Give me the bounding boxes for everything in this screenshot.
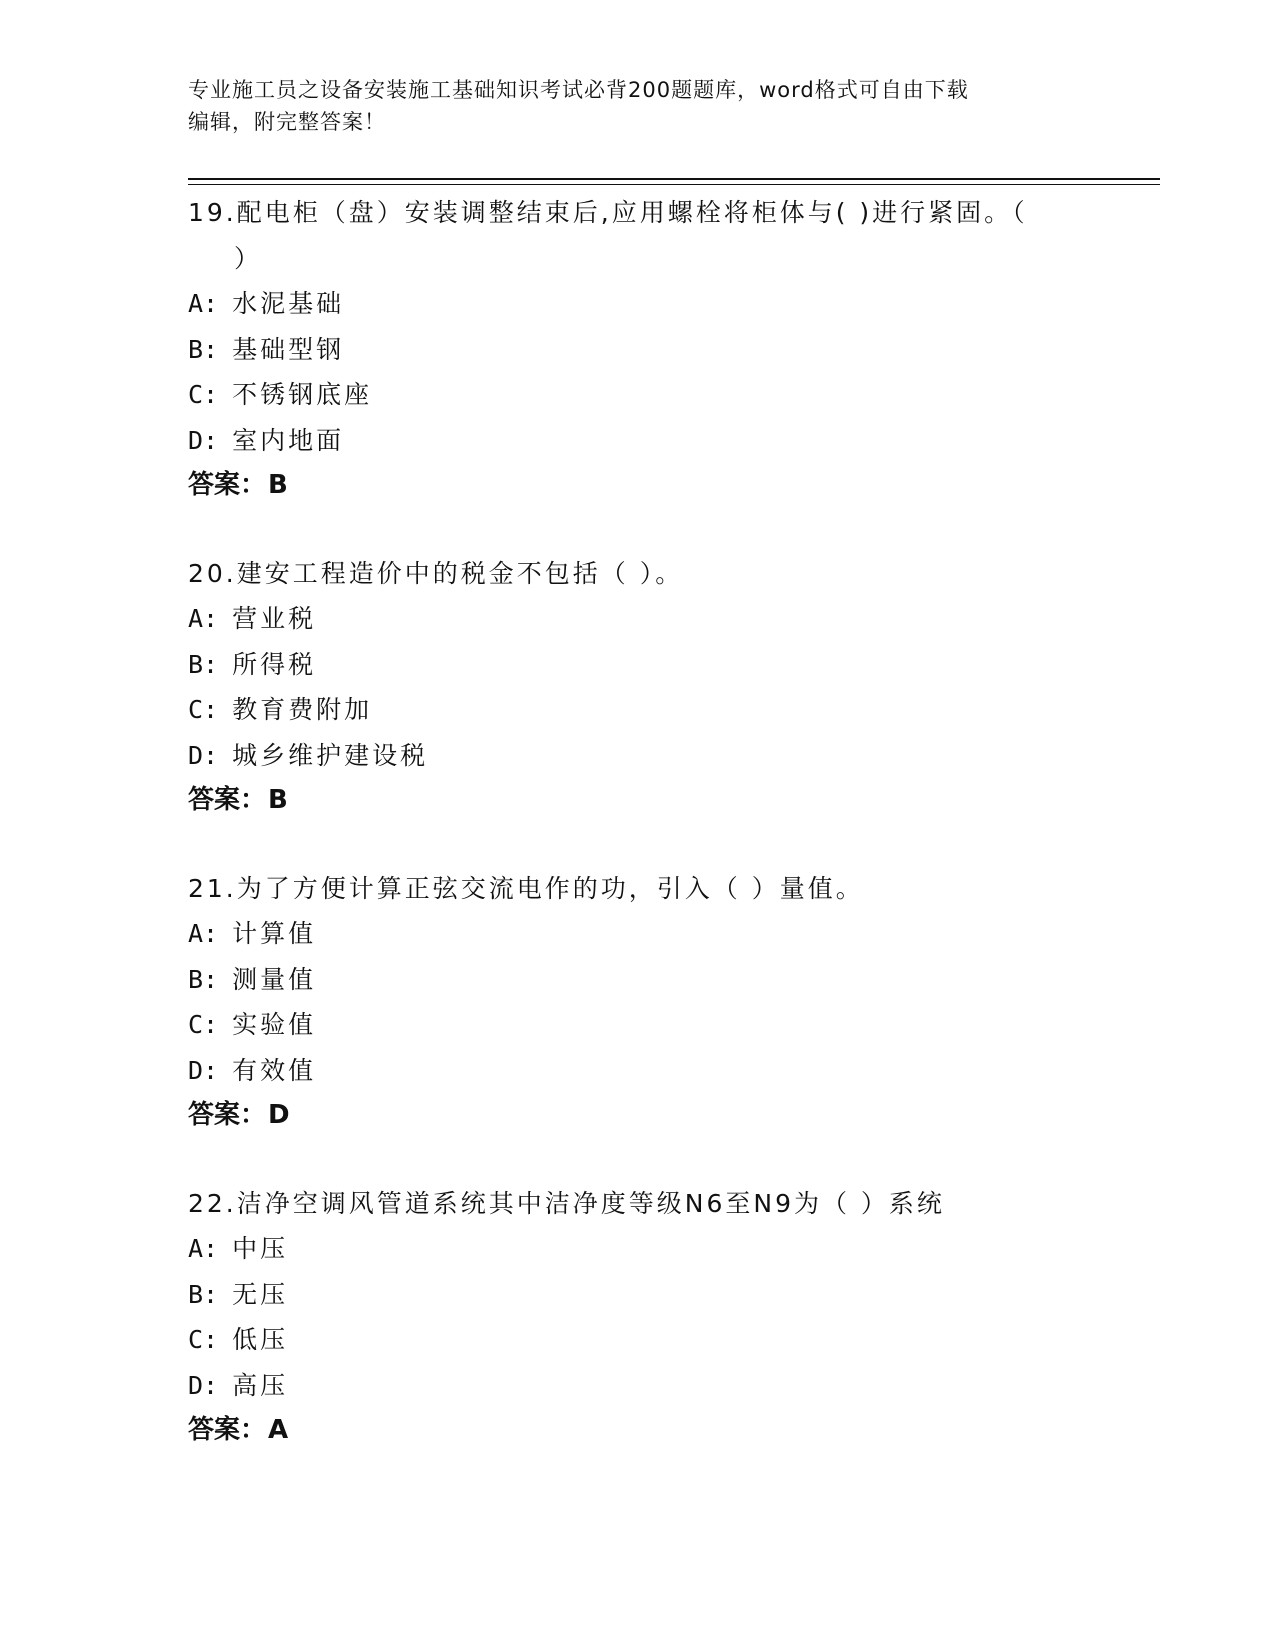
question-list bbox=[188, 190, 1138, 1496]
question-stem bbox=[188, 866, 1138, 912]
option-c bbox=[188, 1002, 1138, 1048]
question-22 bbox=[188, 1181, 1138, 1454]
option-b bbox=[188, 1272, 1138, 1318]
option-text: 计算值 bbox=[232, 919, 317, 948]
question-text: 配电柜（盘）安装调整结束后,应用螺栓将柜体与( )进行紧固。（ bbox=[236, 198, 1028, 227]
option-key: C: bbox=[188, 1010, 219, 1039]
document-header bbox=[188, 74, 1088, 138]
header-line-1: 专业施工员之设备安装施工基础知识考试必背200题题库，word格式可自由下载 bbox=[188, 78, 969, 102]
option-text: 城乡维护建设税 bbox=[232, 740, 429, 770]
option-key: B: bbox=[188, 649, 219, 679]
option-key: C: bbox=[188, 380, 219, 409]
option-d bbox=[188, 1363, 1138, 1409]
option-key: B: bbox=[188, 1279, 219, 1309]
option-text: 实验值 bbox=[232, 1010, 317, 1039]
answer-value: B bbox=[268, 785, 288, 815]
option-text: 室内地面 bbox=[232, 425, 345, 455]
option-text: 所得税 bbox=[232, 649, 317, 679]
answer-line bbox=[188, 778, 1138, 824]
question-19 bbox=[188, 190, 1138, 509]
option-key: B: bbox=[188, 334, 219, 364]
option-text: 营业税 bbox=[232, 604, 317, 633]
question-stem bbox=[188, 551, 1138, 597]
option-key: C: bbox=[188, 695, 219, 724]
question-number: 22. bbox=[188, 1188, 237, 1218]
option-b bbox=[188, 957, 1138, 1003]
question-number: 21. bbox=[188, 873, 237, 903]
option-text: 有效值 bbox=[232, 1055, 317, 1085]
option-key: A: bbox=[188, 289, 219, 318]
option-key: D: bbox=[188, 425, 219, 455]
header-divider-thin bbox=[188, 184, 1160, 185]
header-divider-thick bbox=[188, 178, 1160, 180]
question-21 bbox=[188, 866, 1138, 1139]
question-stem bbox=[188, 190, 1138, 236]
option-a bbox=[188, 281, 1138, 327]
answer-label: 答案： bbox=[188, 785, 267, 815]
answer-value: A bbox=[268, 1415, 289, 1445]
option-text: 低压 bbox=[232, 1325, 289, 1354]
option-c bbox=[188, 687, 1138, 733]
answer-label: 答案： bbox=[188, 1415, 267, 1445]
option-text: 基础型钢 bbox=[232, 334, 345, 364]
option-key: A: bbox=[188, 919, 219, 948]
option-key: A: bbox=[188, 1234, 219, 1263]
question-text: 为了方便计算正弦交流电作的功，引入（ ）量值。 bbox=[236, 873, 864, 903]
question-text: 洁净空调风管道系统其中洁净度等级N6至N9为（ ）系统 bbox=[236, 1188, 945, 1218]
question-text: 建安工程造价中的税金不包括（ ）。 bbox=[236, 558, 684, 588]
option-text: 中压 bbox=[232, 1234, 289, 1263]
question-20 bbox=[188, 551, 1138, 824]
option-key: A: bbox=[188, 604, 219, 633]
question-number: 20. bbox=[188, 558, 237, 588]
question-stem-continued: ） bbox=[234, 243, 263, 273]
option-a bbox=[188, 1226, 1138, 1272]
option-key: C: bbox=[188, 1325, 219, 1354]
option-c bbox=[188, 372, 1138, 418]
option-text: 高压 bbox=[232, 1370, 289, 1400]
option-d bbox=[188, 733, 1138, 779]
option-b bbox=[188, 642, 1138, 688]
answer-value: B bbox=[268, 470, 288, 500]
option-key: D: bbox=[188, 740, 219, 770]
answer-label: 答案： bbox=[188, 470, 267, 500]
option-text: 无压 bbox=[232, 1279, 289, 1309]
option-text: 测量值 bbox=[232, 964, 317, 994]
answer-line bbox=[188, 1093, 1138, 1139]
option-d bbox=[188, 1048, 1138, 1094]
answer-value: D bbox=[268, 1100, 290, 1130]
answer-line bbox=[188, 1408, 1138, 1454]
header-line-2: 编辑，附完整答案！ bbox=[188, 110, 386, 134]
option-key: D: bbox=[188, 1370, 219, 1400]
option-text: 水泥基础 bbox=[232, 289, 345, 318]
answer-line bbox=[188, 463, 1138, 509]
option-b bbox=[188, 327, 1138, 373]
option-c bbox=[188, 1317, 1138, 1363]
option-d bbox=[188, 418, 1138, 464]
option-a bbox=[188, 911, 1138, 957]
option-key: D: bbox=[188, 1055, 219, 1085]
option-key: B: bbox=[188, 964, 219, 994]
answer-label: 答案： bbox=[188, 1100, 267, 1130]
option-text: 教育费附加 bbox=[232, 695, 373, 724]
question-number: 19. bbox=[188, 198, 237, 227]
question-stem bbox=[188, 1181, 1138, 1227]
option-a bbox=[188, 596, 1138, 642]
option-text: 不锈钢底座 bbox=[232, 380, 373, 409]
